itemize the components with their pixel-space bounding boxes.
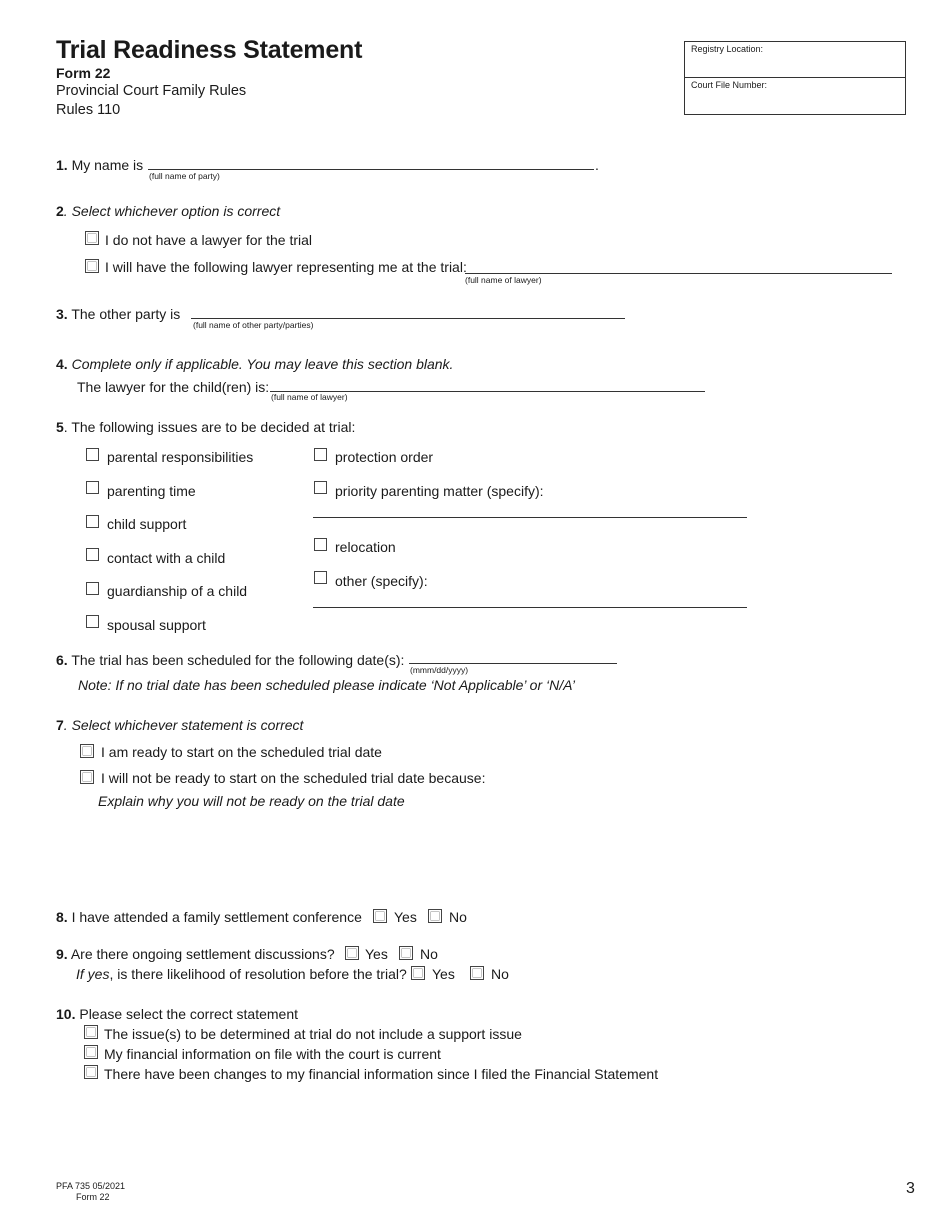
statement-label: There have been changes to my financial information since I filed the Financial Statement [104, 1066, 659, 1082]
no-lawyer-checkbox[interactable] [85, 231, 99, 245]
section-number: 10. [56, 1006, 76, 1022]
other-party-caption: (full name of other party/parties) [193, 320, 314, 330]
period: . [595, 157, 599, 173]
subtitle-rule-number: Rules 110 [56, 102, 121, 118]
discussions-no-checkbox[interactable] [399, 946, 413, 960]
conference-yes-checkbox[interactable] [373, 909, 387, 923]
no-label: No [449, 909, 467, 925]
child-lawyer-caption: (full name of lawyer) [271, 392, 348, 402]
form-number: Form 22 [56, 65, 111, 81]
issue-checkbox[interactable] [314, 481, 327, 494]
section-10 [56, 1006, 298, 1022]
section-number: 6. [56, 652, 68, 668]
court-file-number-label: Court File Number: [691, 80, 768, 90]
no-lawyer-label: I do not have a lawyer for the trial [105, 232, 312, 248]
issue-label: parenting time [107, 483, 196, 499]
issue-checkbox[interactable] [86, 582, 99, 595]
yes-label: Yes [365, 946, 388, 962]
section-7-heading [56, 717, 303, 733]
no-label: No [420, 946, 438, 962]
subtitle-rules: Provincial Court Family Rules [56, 83, 247, 99]
section-5-heading [56, 419, 355, 435]
section-2-instruction: . Select whichever option is correct [63, 203, 281, 219]
section-9-text: Are there ongoing settlement discussions? [70, 946, 335, 962]
ready-label: I am ready to start on the scheduled trial date [101, 744, 382, 760]
issue-label: priority parenting matter (specify): [335, 483, 544, 499]
section-3 [56, 306, 180, 322]
child-lawyer-label: The lawyer for the child(ren) is: [77, 379, 270, 395]
not-ready-label: I will not be ready to start on the scheduled trial date because: [101, 770, 486, 786]
have-lawyer-checkbox[interactable] [85, 259, 99, 273]
other-party-field[interactable] [191, 318, 625, 319]
section-8 [56, 909, 362, 925]
party-name-caption: (full name of party) [149, 171, 220, 181]
section-7-instruction: . Select whichever statement is correct [63, 717, 304, 733]
section-4-heading [56, 356, 453, 372]
section-number: 5 [56, 419, 64, 435]
issue-label: parental responsibilities [107, 449, 254, 465]
footer-form: Form 22 [76, 1192, 110, 1202]
section-6 [56, 652, 404, 668]
section-number: 8. [56, 909, 68, 925]
resolution-no-checkbox[interactable] [470, 966, 484, 980]
issue-checkbox[interactable] [314, 571, 327, 584]
section-number: 2 [56, 203, 64, 219]
section-number: 1. [56, 157, 68, 173]
lawyer-name-caption: (full name of lawyer) [465, 275, 542, 285]
other-issue-specify-field[interactable] [313, 607, 747, 608]
if-yes-label: If yes [76, 966, 110, 982]
registry-box [684, 41, 906, 115]
footer-code: PFA 735 05/2021 [56, 1181, 126, 1191]
yes-label: Yes [394, 909, 417, 925]
issue-label: guardianship of a child [107, 583, 248, 599]
have-lawyer-label: I will have the following lawyer representing me at the trial: [105, 259, 467, 275]
statement-checkbox[interactable] [84, 1065, 98, 1079]
yes-label: Yes [432, 966, 455, 982]
ready-checkbox[interactable] [80, 744, 94, 758]
no-label: No [491, 966, 509, 982]
section-number: 9. [56, 946, 68, 962]
lawyer-name-field[interactable] [465, 273, 892, 274]
section-1-text: My name is [71, 157, 144, 173]
issue-checkbox[interactable] [86, 515, 99, 528]
issue-label: relocation [335, 539, 396, 555]
issue-checkbox[interactable] [314, 448, 327, 461]
issue-checkbox[interactable] [86, 615, 99, 628]
trial-date-note: Note: If no trial date has been scheduled please indicate ‘Not Applicable’ or ‘N/A’ [78, 677, 576, 693]
not-ready-checkbox[interactable] [80, 770, 94, 784]
issue-label: spousal support [107, 617, 206, 633]
conference-no-checkbox[interactable] [428, 909, 442, 923]
registry-location-field[interactable] [685, 42, 905, 78]
section-9-followup [76, 966, 407, 982]
section-8-text: I have attended a family settlement conference [71, 909, 362, 925]
statement-checkbox[interactable] [84, 1045, 98, 1059]
issue-checkbox[interactable] [86, 448, 99, 461]
registry-location-label: Registry Location: [691, 44, 764, 54]
resolution-yes-checkbox[interactable] [411, 966, 425, 980]
section-9-followup-text: , is there likelihood of resolution before the trial? [109, 966, 407, 982]
section-9 [56, 946, 335, 962]
section-3-text: The other party is [71, 306, 181, 322]
page-number: 3 [906, 1180, 915, 1197]
issue-label: contact with a child [107, 550, 226, 566]
court-file-number-field[interactable] [685, 78, 905, 114]
section-5-text: . The following issues are to be decided at trial: [63, 419, 356, 435]
discussions-yes-checkbox[interactable] [345, 946, 359, 960]
issue-checkbox[interactable] [86, 481, 99, 494]
page-title: Trial Readiness Statement [56, 36, 363, 64]
explain-instruction: Explain why you will not be ready on the trial date [98, 793, 405, 809]
section-2-heading [56, 203, 280, 219]
issue-label: other (specify): [335, 573, 428, 589]
priority-matter-specify-field[interactable] [313, 517, 747, 518]
section-4-instruction: Complete only if applicable. You may leave this section blank. [71, 356, 454, 372]
section-6-text: The trial has been scheduled for the following date(s): [71, 652, 405, 668]
section-10-text: Please select the correct statement [79, 1006, 299, 1022]
issue-checkbox[interactable] [86, 548, 99, 561]
issue-label: child support [107, 516, 187, 532]
issue-label: protection order [335, 449, 434, 465]
section-number: 7 [56, 717, 64, 733]
section-1 [56, 157, 143, 173]
section-number: 3. [56, 306, 68, 322]
statement-label: My financial information on file with the court is current [104, 1046, 441, 1062]
trial-date-caption: (mmm/dd/yyyy) [410, 665, 469, 675]
issue-checkbox[interactable] [314, 538, 327, 551]
section-number: 4. [56, 356, 68, 372]
explanation-area[interactable] [98, 815, 888, 890]
statement-checkbox[interactable] [84, 1025, 98, 1039]
trial-date-field[interactable] [409, 663, 617, 664]
statement-label: The issue(s) to be determined at trial do not include a support issue [104, 1026, 522, 1042]
party-name-field[interactable] [148, 169, 594, 170]
